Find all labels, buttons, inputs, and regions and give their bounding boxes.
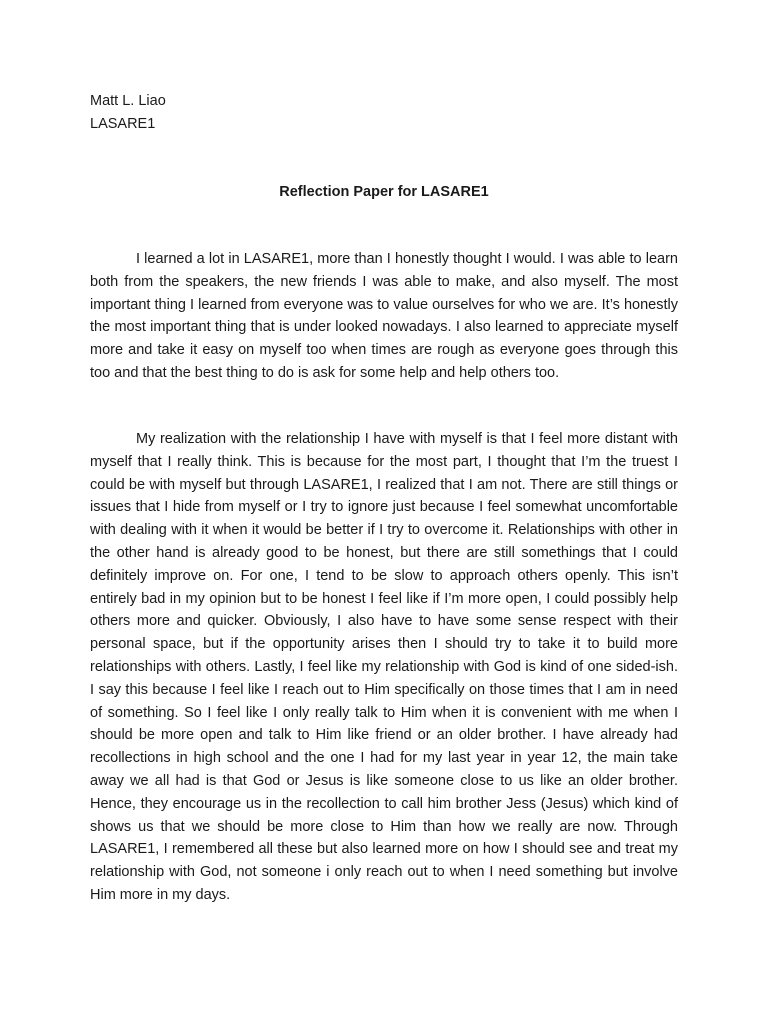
document-title: Reflection Paper for LASARE1 xyxy=(279,184,489,200)
author-name: Matt L. Liao xyxy=(90,93,166,109)
paragraph-learnings: I learned a lot in LASARE1, more than I honestly thought I would. I was able to learn both from the speakers, the new friends I was able to make, and also myself. The most important thing I learned from everyone was to value ourselves for who we are. It’s honestly the most important thing that is under looked nowadays. I also learned to appreciate myself more and take it easy on myself too when times are rough as everyone goes through this too and that the best thing to do is ask for some help and help others too. xyxy=(90,251,678,381)
paragraph-relationships: My realization with the relationship I have with myself is that I feel more distant with myself that I really think. This is because for the most part, I thought that I’m the truest I could be with myself but through LASARE1, I realized that I am not. There are still things or issues that I hide from myself or I try to ignore just because I feel somewhat uncomfortable with dealing with it when it would be better if I try to overcome it. Relationships with other in the other hand is already good to be honest, but there are still somethings that I could definitely improve on. For one, I tend to be slow to approach others openly. This isn’t entirely bad in my opinion but to be honest I feel like if I’m more open, I could possibly help others more and quicker. Obviously, I also have to have some sense respect with their personal space, but if the opportunity arises then I should try to take it to build more relationships with others. Lastly, I feel like my relationship with God is kind of one sided-ish. I say this because I feel like I reach out to Him specifically on those times that I am in need of something. So I feel like I only really talk to Him when it is convenient with me when I should be more open and talk to Him like friend or an older brother. I have already had recollections in high school and the one I had for my last year in year 12, the main take away we all had is that God or Jesus is like someone close to us like an older brother. Hence, they encourage us in the recollection to call him brother Jess (Jesus) which kind of shows us that we should be more close to Him than how we really are now. Through LASARE1, I remembered all these but also learned more on how I should see and treat my relationship with God, not someone i only reach out to when I need something but involve Him more in my days. xyxy=(90,431,678,903)
course-code: LASARE1 xyxy=(90,116,156,132)
